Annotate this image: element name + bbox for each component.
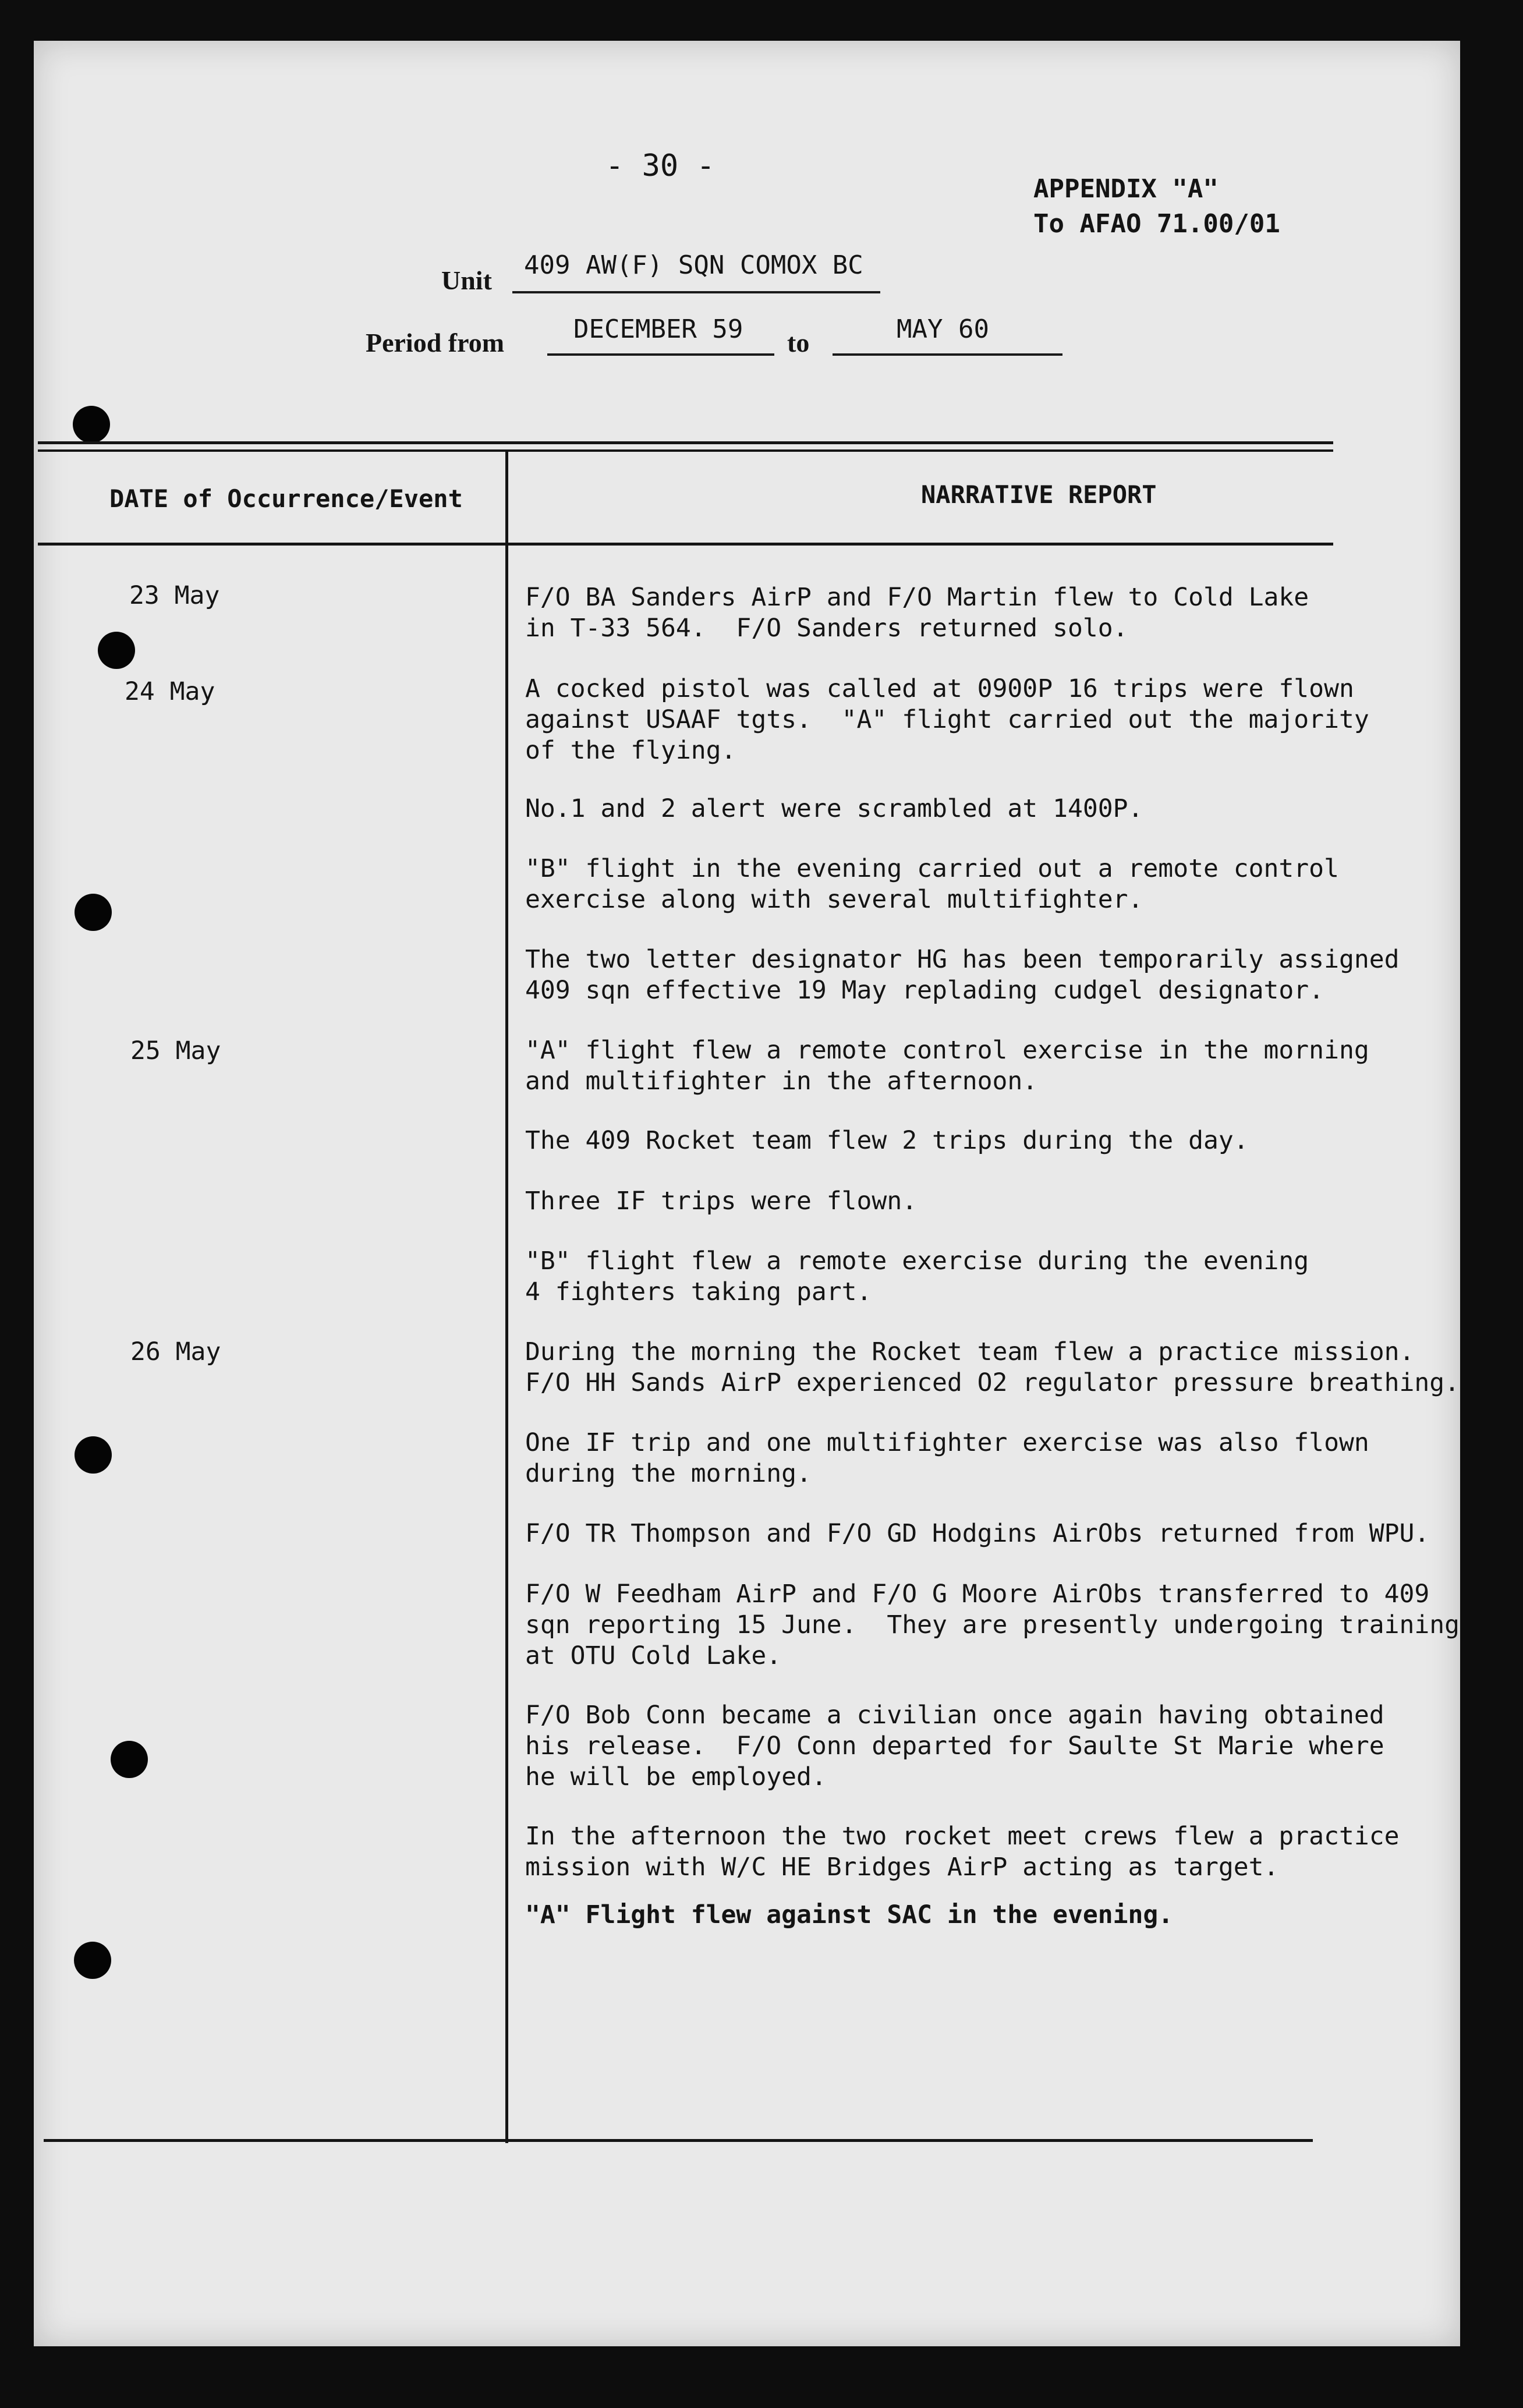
- appendix-afao: To AFAO 71.00/01: [1033, 209, 1280, 239]
- unit-label: Unit: [441, 265, 492, 295]
- punch-hole: [73, 406, 110, 443]
- narrative-entry: During the morning the Rocket team flew a practice mission. F/O HH Sands AirP experienced O2 regulator pressure breathing.: [525, 1337, 1460, 1397]
- unit-underline: [512, 291, 880, 293]
- narrative-entry: F/O Bob Conn became a civilian once again having obtained his release. F/O Conn departed for Saulte St Marie where he will be employed.: [525, 1701, 1384, 1791]
- punch-hole: [75, 1436, 112, 1474]
- punch-hole: [74, 1942, 111, 1979]
- event-date: 24 May: [125, 677, 215, 706]
- punch-hole: [75, 894, 112, 931]
- narrative-entry: No.1 and 2 alert were scrambled at 1400P.: [525, 794, 1143, 823]
- appendix-reference: [1033, 172, 1280, 242]
- narrative-entry: "A" Flight flew against SAC in the evening.: [525, 1900, 1174, 1929]
- period-to-label: to: [787, 328, 810, 357]
- period-from-label: Period from: [366, 328, 505, 357]
- period-to-underline: [833, 353, 1062, 356]
- narrative-column-header: NARRATIVE REPORT: [921, 480, 1157, 509]
- narrative-entry: The two letter designator HG has been temporarily assigned 409 sqn effective 19 May replading cudgel designator.: [525, 945, 1400, 1005]
- narrative-entry: "B" flight in the evening carried out a remote control exercise along with several multifighter.: [525, 854, 1339, 914]
- narrative-entry: The 409 Rocket team flew 2 trips during the day.: [525, 1126, 1249, 1155]
- date-column-header: DATE of Occurrence/Event: [109, 484, 463, 513]
- event-date: 25 May: [130, 1036, 221, 1065]
- narrative-entry: One IF trip and one multifighter exercise was also flown during the morning.: [525, 1428, 1369, 1488]
- page-number: - 30 -: [605, 148, 715, 183]
- table-header-rule: [38, 543, 1333, 546]
- appendix-title: APPENDIX "A": [1033, 174, 1219, 204]
- period-to-value: MAY 60: [897, 314, 989, 344]
- table-bottom-rule: [44, 2139, 1313, 2142]
- narrative-entry: F/O W Feedham AirP and F/O G Moore AirObs transferred to 409 sqn reporting 15 June. They are presently undergoing training at OTU Cold Lake.: [525, 1580, 1460, 1670]
- narrative-entry: F/O BA Sanders AirP and F/O Martin flew to Cold Lake in T-33 564. F/O Sanders returned solo.: [525, 583, 1309, 643]
- narrative-entry: F/O TR Thompson and F/O GD Hodgins AirObs returned from WPU.: [525, 1519, 1430, 1548]
- table-top-rule: [38, 449, 1333, 452]
- narrative-entry: A cocked pistol was called at 0900P 16 trips were flown against USAAF tgts. "A" flight carried out the majority of the flying.: [525, 674, 1369, 765]
- narrative-entry: "A" flight flew a remote control exercise in the morning and multifighter in the afternoon.: [525, 1036, 1369, 1096]
- unit-value: 409 AW(F) SQN COMOX BC: [524, 250, 863, 280]
- punch-hole: [111, 1741, 148, 1778]
- narrative-entry: In the afternoon the two rocket meet crews flew a practice mission with W/C HE Bridges AirP acting as target.: [525, 1822, 1400, 1882]
- column-divider: [505, 452, 508, 2143]
- table-top-rule: [38, 441, 1333, 444]
- event-date: 26 May: [130, 1337, 221, 1366]
- period-from-underline: [547, 353, 774, 356]
- period-from-value: DECEMBER 59: [573, 314, 743, 344]
- narrative-entry: Three IF trips were flown.: [525, 1187, 918, 1216]
- event-date: 23 May: [129, 581, 220, 610]
- narrative-entry: "B" flight flew a remote exercise during the evening 4 fighters taking part.: [525, 1247, 1309, 1306]
- punch-hole: [98, 632, 135, 669]
